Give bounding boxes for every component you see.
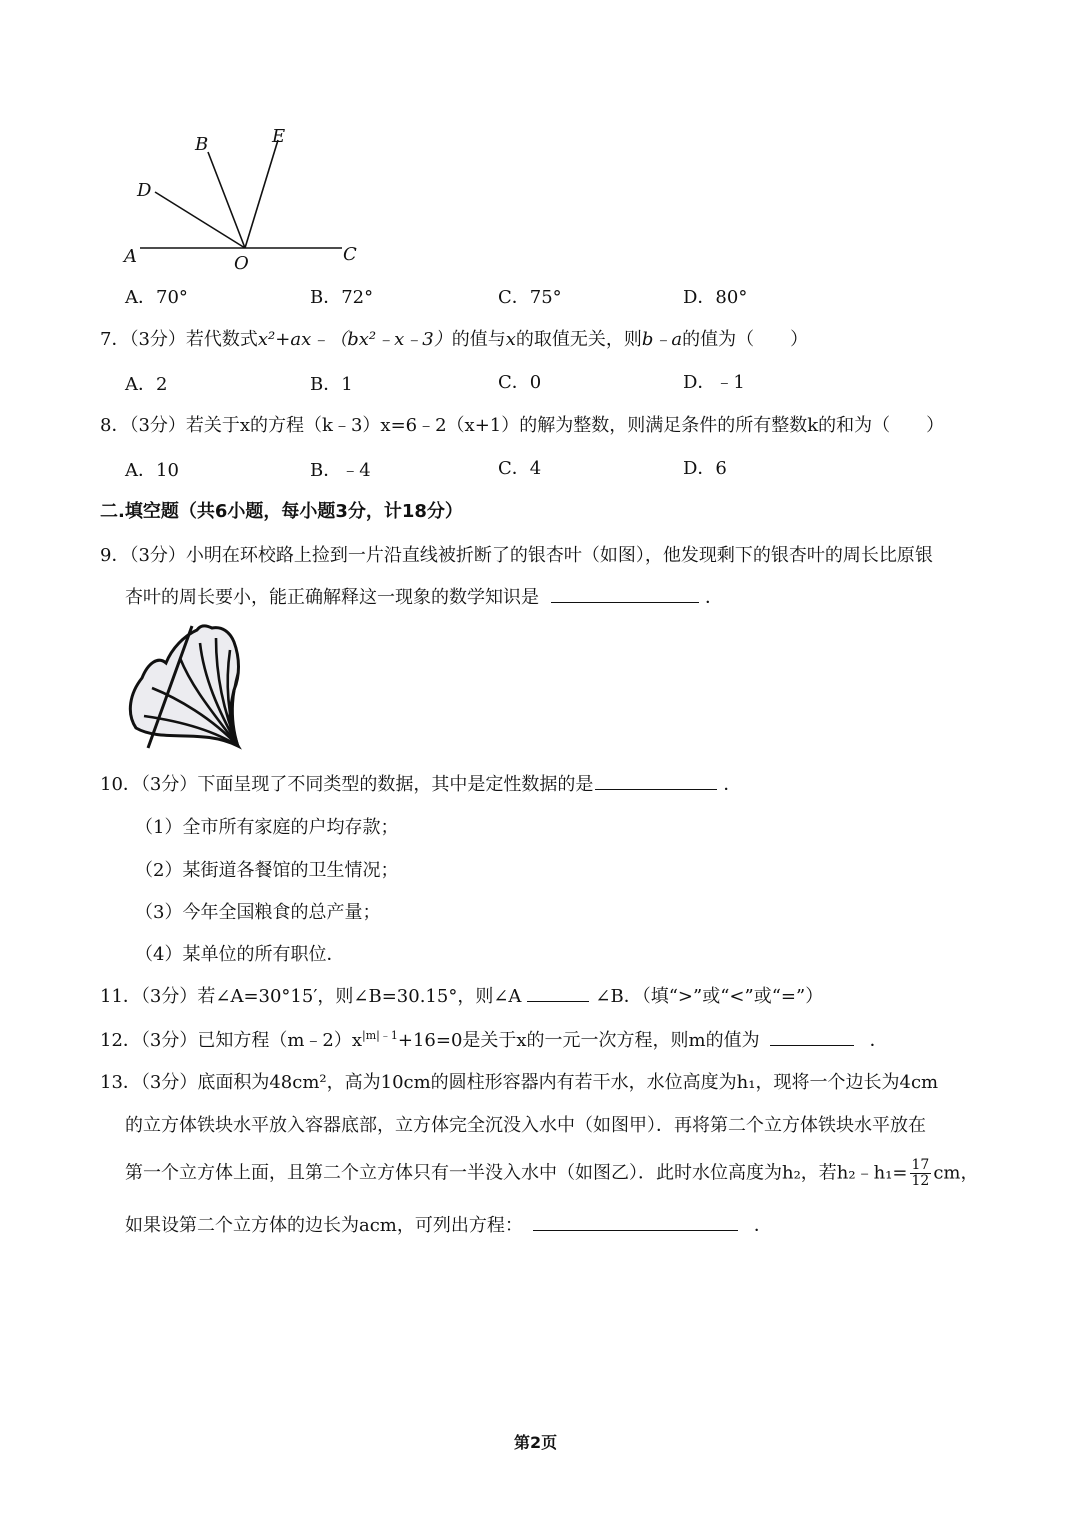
- q9-number: 9．: [100, 545, 130, 566]
- q7-option-b: B．1: [310, 374, 353, 395]
- q7-expression-2: b﹣a: [641, 329, 683, 350]
- q13-text-4: 如果设第二个立方体的边长为acm，可列出方程：: [125, 1215, 523, 1236]
- q7-expression: x²+ax﹣（bx²﹣x﹣3）: [257, 329, 452, 350]
- q12-end: ．: [869, 1030, 888, 1051]
- q13-text-3-end: cm，: [933, 1162, 979, 1184]
- q10-item-1: （1）全市所有家庭的户均存款；: [135, 817, 399, 838]
- q11-score: （3分）: [140, 986, 198, 1007]
- q12-exponent: |m|﹣1: [362, 1029, 398, 1042]
- label-D: D: [137, 180, 152, 201]
- q12-text-a: 已知方程（m﹣2）x: [197, 1030, 363, 1051]
- q8-stem: [100, 411, 944, 437]
- q12-number: 12．: [100, 1030, 141, 1051]
- q11-answer-blank[interactable]: [527, 987, 589, 1002]
- ray-OD: [155, 192, 245, 248]
- q8-option-a: A．10: [125, 460, 179, 481]
- label-B: B: [195, 134, 209, 155]
- q10-item-4: （4）某单位的所有职位．: [135, 944, 345, 965]
- q10-text: 下面呈现了不同类型的数据，其中是定性数据的是: [197, 774, 594, 795]
- q7-option-d: D．﹣1: [683, 372, 745, 393]
- label-E: E: [272, 126, 286, 147]
- q13-line-1: [100, 1068, 938, 1094]
- q6-option-c: C．75°: [498, 287, 562, 308]
- ray-OE: [245, 140, 278, 248]
- q13-line-2: 的立方体铁块水平放入容器底部，立方体完全沉没入水中（如图甲）．再将第二个立方体铁块水平放在: [125, 1115, 926, 1136]
- q8-option-b: B．﹣4: [310, 460, 371, 481]
- q10-end: ．: [723, 774, 742, 795]
- q10-number: 10．: [100, 774, 141, 795]
- q10-answer-blank[interactable]: [595, 775, 717, 790]
- q10-stem: [100, 770, 741, 796]
- q13-end: ．: [753, 1215, 772, 1236]
- q11-text-a: 若∠A=30°15′，则∠B=30.15°，则∠A: [197, 986, 522, 1007]
- q8-option-d: D．6: [683, 458, 727, 479]
- q10-item-3: （3）今年全国粮食的总产量；: [135, 902, 381, 923]
- label-A: A: [124, 246, 137, 267]
- q7-text-d: 的值为（ ）: [682, 329, 809, 350]
- q13-text-1: 底面积为48cm²，高为10cm的圆柱形容器内有若干水，水位高度为h₁，现将一个边长为4cm: [197, 1072, 939, 1093]
- q10-item-2: （2）某街道各餐馆的卫生情况；: [135, 860, 399, 881]
- q10-score: （3分）: [140, 774, 198, 795]
- q6-option-b: B．72°: [310, 287, 374, 308]
- q9-text-2: 杏叶的周长要小，能正确解释这一现象的数学知识是: [125, 587, 539, 608]
- q6-option-a: A．70°: [125, 287, 188, 308]
- q12-text-b: +16=0是关于x的一元一次方程，则m的值为: [397, 1030, 760, 1051]
- ray-OB: [208, 152, 245, 248]
- q11-number: 11．: [100, 986, 141, 1007]
- q13-line-4: [125, 1211, 772, 1237]
- q7-stem: [100, 325, 808, 351]
- q7-var: x: [505, 329, 516, 350]
- page-number: 第2页: [514, 1433, 558, 1452]
- q9-score: （3分）: [129, 545, 186, 566]
- q12-stem: [100, 1026, 888, 1052]
- label-O: O: [234, 253, 249, 274]
- q7-option-c: C．0: [498, 372, 542, 393]
- q13-fraction: [910, 1158, 932, 1189]
- q7-score: （3分）: [129, 329, 186, 350]
- q7-text-c: 的取值无关，则: [515, 329, 642, 350]
- q7-text-b: 的值与: [451, 329, 506, 350]
- q6-option-d: D．80°: [683, 287, 748, 308]
- q8-number: 8．: [100, 415, 130, 436]
- ginkgo-leaf-figure: [122, 618, 252, 750]
- q7-text-a: 若代数式: [185, 329, 258, 350]
- q7-number: 7．: [100, 329, 130, 350]
- q9-line-1: [100, 541, 933, 567]
- q13-number: 13．: [100, 1072, 141, 1093]
- q9-end: ．: [705, 587, 723, 608]
- q11-text-b: ∠B．（填“>”或“<”或“=”）: [595, 986, 824, 1007]
- q12-score: （3分）: [140, 1030, 198, 1051]
- q13-line-3: [125, 1158, 979, 1189]
- q8-option-c: C．4: [498, 458, 542, 479]
- q13-fraction-numerator: 17: [911, 1157, 930, 1173]
- label-C: C: [343, 244, 357, 265]
- q9-line-2: [125, 583, 723, 609]
- q13-fraction-denominator: 12: [911, 1173, 930, 1189]
- q9-text-1: 小明在环校路上捡到一片沿直线被折断了的银杏叶（如图），他发现剩下的银杏叶的周长比原银: [185, 545, 933, 566]
- q13-answer-blank[interactable]: [533, 1216, 738, 1231]
- q13-score: （3分）: [140, 1072, 198, 1093]
- q8-text: 若关于x的方程（k﹣3）x=6﹣2（x+1）的解为整数，则满足条件的所有整数k的和为（ ）: [185, 415, 945, 436]
- q12-answer-blank[interactable]: [770, 1031, 854, 1046]
- q11-stem: [100, 982, 823, 1008]
- q7-option-a: A．2: [125, 374, 168, 395]
- section-2-title: 二.填空题（共6小题，每小题3分，计18分）: [100, 501, 463, 522]
- q8-score: （3分）: [129, 415, 186, 436]
- q9-answer-blank[interactable]: [551, 588, 699, 603]
- q13-text-3: 第一个立方体上面，且第二个立方体只有一半没入水中（如图乙）．此时水位高度为h₂，若h₂﹣h₁=: [125, 1162, 908, 1184]
